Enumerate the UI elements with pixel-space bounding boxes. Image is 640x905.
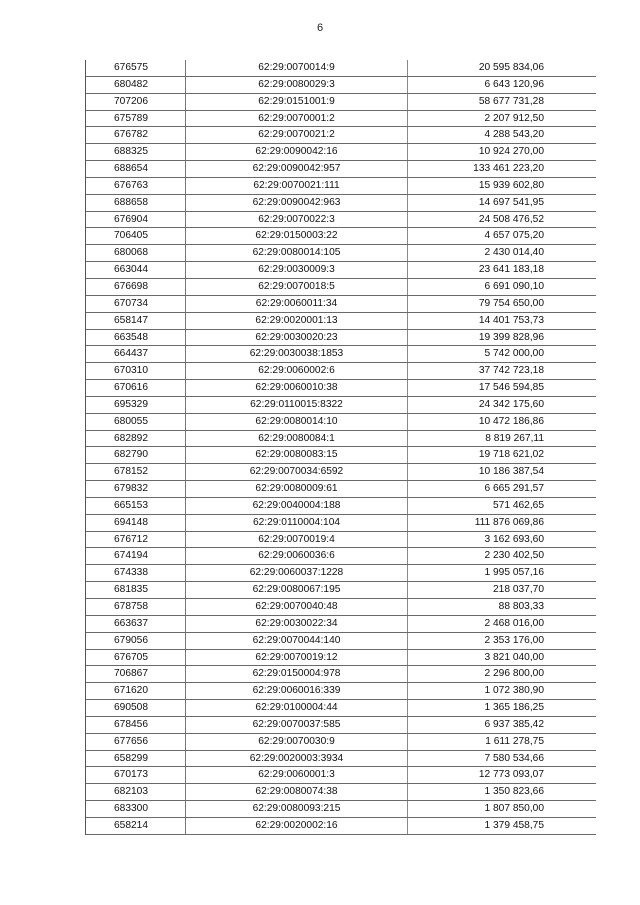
cadastral-number-cell: 62:29:0030038:1853: [186, 346, 408, 362]
table-row: [86, 801, 596, 818]
cadastral-number-cell: 62:29:0070021:2: [186, 127, 408, 143]
cadastral-number-cell: 62:29:0070037:585: [186, 717, 408, 733]
table-row: [86, 633, 596, 650]
cadastral-number-cell: 62:29:0070018:5: [186, 279, 408, 295]
row-id-cell: 676782: [86, 127, 186, 143]
cadastral-number-cell: 62:29:0070019:12: [186, 650, 408, 666]
row-id-cell: 663637: [86, 616, 186, 632]
amount-cell: 1 995 057,16: [484, 567, 544, 579]
table-row: [86, 784, 596, 801]
table-row: [86, 279, 596, 296]
amount-cell: 2 468 016,00: [484, 617, 544, 629]
amount-cell: 2 430 014,40: [484, 247, 544, 259]
amount-cell: 1 365 186,25: [484, 702, 544, 714]
table-row: [86, 498, 596, 515]
amount-cell: 24 342 175,60: [478, 398, 544, 410]
table-row: [86, 111, 596, 128]
cadastral-number-cell: 62:29:0100004:44: [186, 700, 408, 716]
cadastral-number-cell: 62:29:0080014:10: [186, 414, 408, 430]
cadastral-number-cell: 62:29:0080029:3: [186, 77, 408, 93]
amount-cell: 10 186 387,54: [478, 466, 544, 478]
amount-cell: 10 472 186,86: [478, 415, 544, 427]
row-id-cell: 677656: [86, 734, 186, 750]
table-row: [86, 734, 596, 751]
row-id-cell: 680068: [86, 245, 186, 261]
amount-cell: 4 657 075,20: [484, 230, 544, 242]
amount-cell: 1 379 458,75: [484, 819, 544, 831]
cadastral-number-cell: 62:29:0070014:9: [186, 60, 408, 76]
row-id-cell: 676712: [86, 532, 186, 548]
row-id-cell: 674338: [86, 565, 186, 581]
table-row: [86, 464, 596, 481]
cadastral-number-cell: 62:29:0020001:13: [186, 313, 408, 329]
amount-cell: 2 353 176,00: [484, 634, 544, 646]
cadastral-number-cell: 62:29:0070021:111: [186, 178, 408, 194]
amount-cell: 7 580 534,66: [484, 752, 544, 764]
amount-cell: 88 803,33: [498, 601, 544, 612]
row-id-cell: 683300: [86, 801, 186, 817]
cadastral-number-cell: 62:29:0080074:38: [186, 784, 408, 800]
table-row: [86, 666, 596, 683]
cadastral-number-cell: 62:29:0090042:963: [186, 195, 408, 211]
cadastral-number-cell: 62:29:0060037:1228: [186, 565, 408, 581]
amount-cell: 1 807 850,00: [484, 803, 544, 815]
table-row: [86, 532, 596, 549]
table-row: [86, 818, 596, 835]
amount-cell: 3 821 040,00: [484, 651, 544, 663]
table-row: [86, 414, 596, 431]
amount-cell: 133 461 223,20: [473, 163, 544, 175]
table-row: [86, 751, 596, 768]
table-row: [86, 548, 596, 565]
row-id-cell: 670173: [86, 767, 186, 783]
cadastral-number-cell: 62:29:0030009:3: [186, 262, 408, 278]
row-id-cell: 678152: [86, 464, 186, 480]
amount-cell: 3 162 693,60: [484, 533, 544, 545]
table-row: [86, 94, 596, 111]
row-id-cell: 707206: [86, 94, 186, 110]
amount-cell: 4 288 543,20: [484, 129, 544, 141]
cadastral-number-cell: 62:29:0080014:105: [186, 245, 408, 261]
row-id-cell: 682790: [86, 447, 186, 463]
table-row: [86, 161, 596, 178]
amount-cell: 37 742 723,18: [478, 365, 544, 377]
row-id-cell: 676698: [86, 279, 186, 295]
table-row: [86, 447, 596, 464]
amount-cell: 12 773 093,07: [478, 769, 544, 781]
cadastral-number-cell: 62:29:0020003:3934: [186, 751, 408, 767]
row-id-cell: 663044: [86, 262, 186, 278]
amount-cell: 19 718 621,02: [478, 449, 544, 461]
row-id-cell: 680055: [86, 414, 186, 430]
amount-cell: 1 350 823,66: [484, 786, 544, 798]
page-number: 6: [316, 22, 324, 34]
cadastral-number-cell: 62:29:0080093:215: [186, 801, 408, 817]
row-id-cell: 676705: [86, 650, 186, 666]
table-row: [86, 599, 596, 616]
table-row: [86, 346, 596, 363]
cadastral-number-cell: 62:29:0060016:339: [186, 683, 408, 699]
table-row: [86, 127, 596, 144]
row-id-cell: 679056: [86, 633, 186, 649]
row-id-cell: 670616: [86, 380, 186, 396]
cadastral-number-cell: 62:29:0030022:34: [186, 616, 408, 632]
table-row: [86, 296, 596, 313]
amount-cell: 58 677 731,28: [478, 95, 544, 107]
table-row: [86, 330, 596, 347]
amount-cell: 10 924 270,00: [478, 146, 544, 158]
table-row: [86, 363, 596, 380]
cadastral-number-cell: 62:29:0060011:34: [186, 296, 408, 312]
amount-cell: 6 665 291,57: [484, 483, 544, 495]
row-id-cell: 658147: [86, 313, 186, 329]
row-id-cell: 688654: [86, 161, 186, 177]
row-id-cell: 665153: [86, 498, 186, 514]
row-id-cell: 688325: [86, 144, 186, 160]
cadastral-number-cell: 62:29:0070034:6592: [186, 464, 408, 480]
cadastral-number-cell: 62:29:0110015:8322: [186, 397, 408, 413]
row-id-cell: 658214: [86, 818, 186, 834]
amount-cell: 111 876 069,86: [474, 516, 544, 528]
row-id-cell: 663548: [86, 330, 186, 346]
cadastral-number-cell: 62:29:0090042:957: [186, 161, 408, 177]
row-id-cell: 670734: [86, 296, 186, 312]
cadastral-number-cell: 62:29:0080084:1: [186, 431, 408, 447]
table-row: [86, 515, 596, 532]
cadastral-number-cell: 62:29:0070022:3: [186, 212, 408, 228]
amount-cell: 2 230 402,50: [484, 550, 544, 562]
cadastral-number-cell: 62:29:0020002:16: [186, 818, 408, 834]
amount-cell: 23 641 183,18: [478, 264, 544, 276]
row-id-cell: 706405: [86, 228, 186, 244]
table-row: [86, 195, 596, 212]
amount-cell: 2 296 800,00: [484, 668, 544, 680]
row-id-cell: 670310: [86, 363, 186, 379]
amount-cell: 17 546 594,85: [478, 382, 544, 394]
amount-cell: 5 742 000,00: [484, 348, 544, 360]
cadastral-number-cell: 62:29:0080067:195: [186, 582, 408, 598]
row-id-cell: 679832: [86, 481, 186, 497]
table-row: [86, 245, 596, 262]
amount-cell: 20 595 834,06: [478, 62, 544, 73]
amount-cell: 6 643 120,96: [484, 78, 544, 90]
amount-cell: 2 207 912,50: [484, 112, 544, 124]
row-id-cell: 675789: [86, 111, 186, 127]
cadastral-number-cell: 62:29:0070044:140: [186, 633, 408, 649]
amount-cell: 1 072 380,90: [484, 685, 544, 697]
table-row: [86, 767, 596, 784]
row-id-cell: 682103: [86, 784, 186, 800]
row-id-cell: 680482: [86, 77, 186, 93]
cadastral-number-cell: 62:29:0080009:61: [186, 481, 408, 497]
table-row: [86, 481, 596, 498]
amount-cell: 19 399 828,96: [478, 331, 544, 343]
row-id-cell: 706867: [86, 666, 186, 682]
table-row: [86, 262, 596, 279]
cadastral-number-cell: 62:29:0070040:48: [186, 599, 408, 615]
amount-cell: 24 508 476,52: [478, 213, 544, 225]
amount-cell: 6 691 090,10: [484, 280, 544, 292]
amount-cell: 6 937 385,42: [484, 718, 544, 730]
cadastral-number-cell: 62:29:0150004:978: [186, 666, 408, 682]
table-row: [86, 228, 596, 245]
cadastral-number-cell: 62:29:0080083:15: [186, 447, 408, 463]
cadastral-number-cell: 62:29:0040004:188: [186, 498, 408, 514]
row-id-cell: 676763: [86, 178, 186, 194]
row-id-cell: 688658: [86, 195, 186, 211]
row-id-cell: 694148: [86, 515, 186, 531]
row-id-cell: 664437: [86, 346, 186, 362]
amount-cell: 8 819 267,11: [485, 432, 544, 444]
cadastral-number-cell: 62:29:0030020:23: [186, 330, 408, 346]
table-row: [86, 144, 596, 161]
row-id-cell: 695329: [86, 397, 186, 413]
table-row: [86, 565, 596, 582]
table-row: [86, 313, 596, 330]
cadastral-number-cell: 62:29:0060002:6: [186, 363, 408, 379]
table-row: [86, 380, 596, 397]
table-row: [86, 717, 596, 734]
cadastral-number-cell: 62:29:0070001:2: [186, 111, 408, 127]
cadastral-number-cell: 62:29:0060001:3: [186, 767, 408, 783]
row-id-cell: 671620: [86, 683, 186, 699]
cadastral-number-cell: 62:29:0090042:16: [186, 144, 408, 160]
amount-cell: 14 401 753,73: [478, 314, 544, 326]
table-row: [86, 178, 596, 195]
row-id-cell: 676904: [86, 212, 186, 228]
row-id-cell: 681835: [86, 582, 186, 598]
cadastral-number-cell: 62:29:0151001:9: [186, 94, 408, 110]
table-row: [86, 683, 596, 700]
table-row: [86, 397, 596, 414]
row-id-cell: 658299: [86, 751, 186, 767]
table-row: [86, 212, 596, 229]
amount-cell: 79 754 650,00: [478, 297, 544, 309]
amount-cell: 1 611 278,75: [485, 735, 544, 747]
row-id-cell: 690508: [86, 700, 186, 716]
table-row: [86, 700, 596, 717]
row-id-cell: 674194: [86, 548, 186, 564]
cadastral-number-cell: 62:29:0150003:22: [186, 228, 408, 244]
data-table: [85, 60, 596, 835]
row-id-cell: 682892: [86, 431, 186, 447]
cadastral-number-cell: 62:29:0070030:9: [186, 734, 408, 750]
table-row: [86, 77, 596, 94]
row-id-cell: 676575: [86, 60, 186, 76]
cadastral-number-cell: 62:29:0060036:6: [186, 548, 408, 564]
amount-cell: 218 037,70: [493, 584, 544, 596]
table-row: [86, 582, 596, 599]
row-id-cell: 678456: [86, 717, 186, 733]
cadastral-number-cell: 62:29:0070019:4: [186, 532, 408, 548]
amount-cell: 571 462,65: [493, 499, 544, 511]
amount-cell: 14 697 541,95: [478, 196, 544, 208]
cadastral-number-cell: 62:29:0110004:104: [186, 515, 408, 531]
amount-cell: 15 939 602,80: [478, 179, 544, 191]
row-id-cell: 678758: [86, 599, 186, 615]
cadastral-number-cell: 62:29:0060010:38: [186, 380, 408, 396]
table-row: [86, 616, 596, 633]
table-row: [86, 60, 596, 77]
table-row: [86, 650, 596, 667]
table-row: [86, 431, 596, 448]
